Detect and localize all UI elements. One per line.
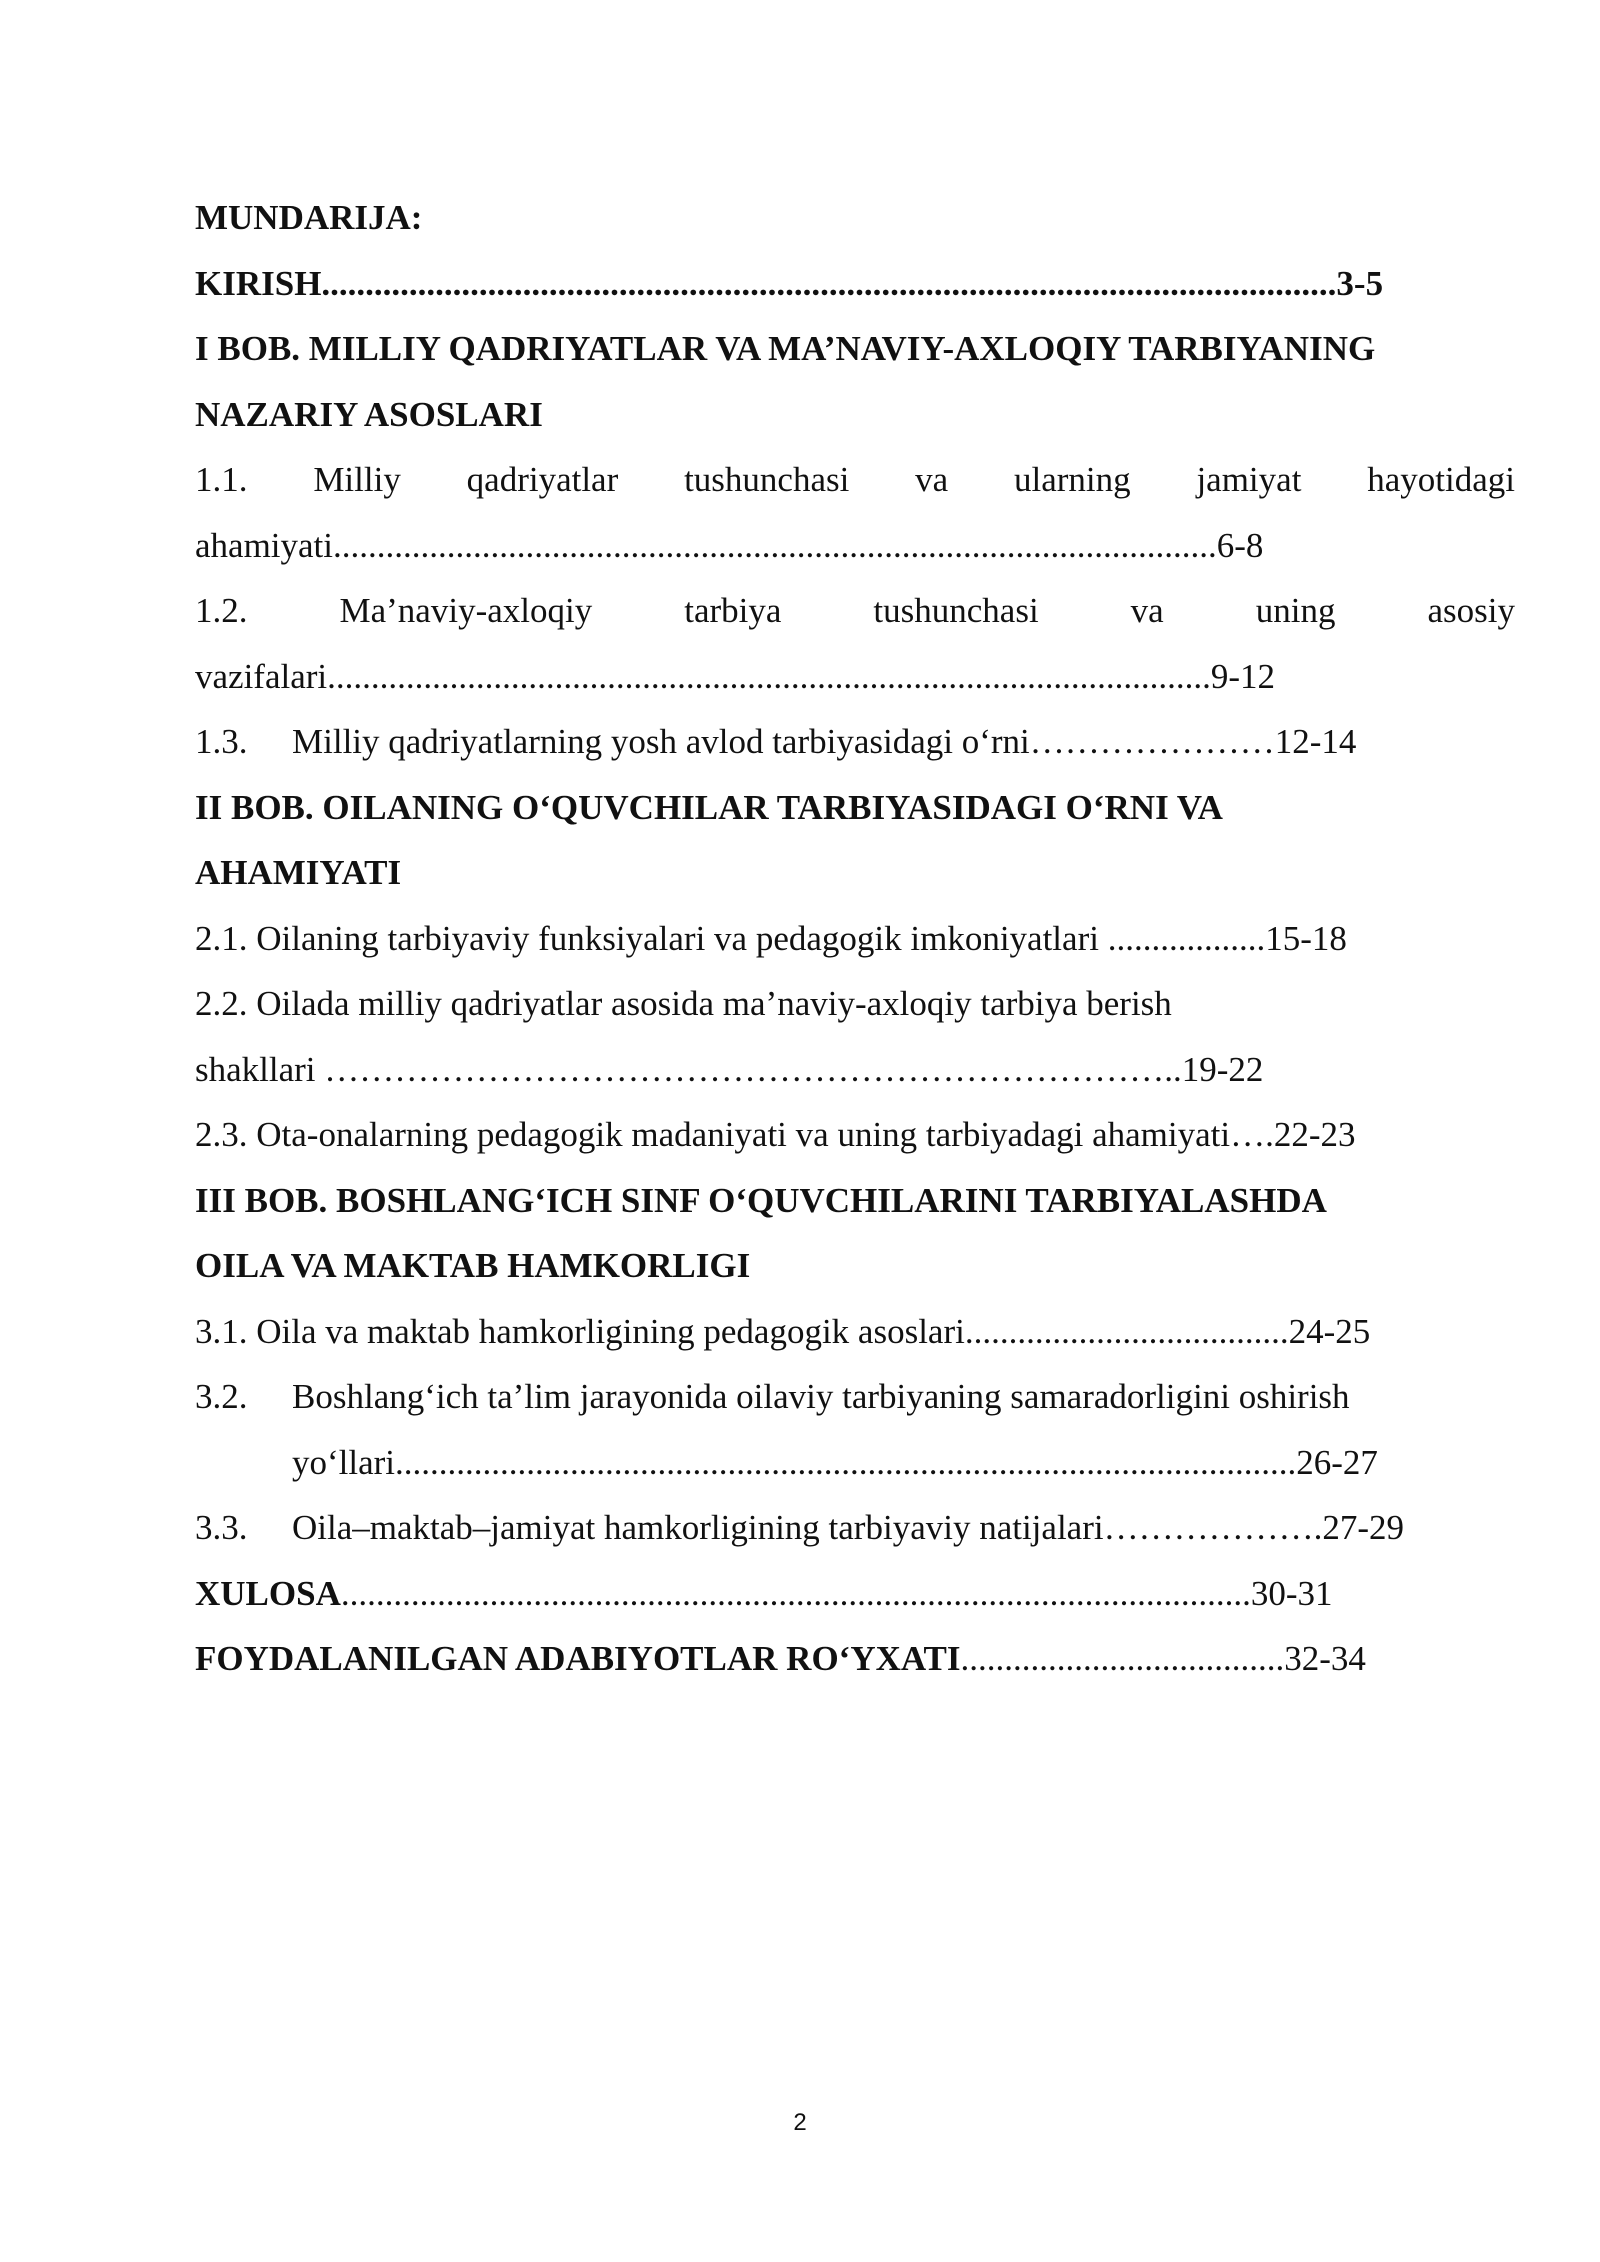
toc-entry-number: 3.2. xyxy=(195,1377,248,1416)
table-of-contents xyxy=(195,193,1515,1700)
toc-word: asosiy xyxy=(1427,591,1515,630)
toc-entry-2-2: 2.2. Oilada milliy qadriyatlar asosida ma’naviy-axloqiy tarbiya berish xyxy=(195,984,1172,1023)
toc-word: ularning xyxy=(1014,460,1131,499)
toc-entry-1-3 xyxy=(195,717,1515,783)
toc-entry-3-2-cont: yo‘llari.......................................................................................................26-27 xyxy=(292,1442,1378,1482)
toc-entry-1-1 xyxy=(195,455,1515,521)
toc-word: 1.2. xyxy=(195,591,248,630)
toc-word: Ma’naviy-axloqiy xyxy=(339,591,593,630)
toc-word: uning xyxy=(1255,591,1336,630)
toc-entry-leader: ........................................................................................................30-31 xyxy=(340,1573,1333,1613)
toc-word: tarbiya xyxy=(684,591,782,630)
toc-entry-3-1: 3.1. Oila va maktab hamkorligining pedagogik asoslari.....................................24-25 xyxy=(195,1311,1371,1351)
toc-word: jamiyat xyxy=(1196,460,1302,499)
toc-word: hayotidagi xyxy=(1367,460,1515,499)
toc-entry-text: Milliy qadriyatlarning yosh avlod tarbiyasidagi o‘rni…………………12-14 xyxy=(292,722,1357,761)
toc-word: tushunchasi xyxy=(684,460,850,499)
toc-entry-1-2-cont: vazifalari.....................................................................................................9-12 xyxy=(195,656,1276,696)
toc-entry-kirish: KIRISH....................................................................................................................3-5 xyxy=(195,263,1384,303)
toc-word: va xyxy=(1130,591,1164,630)
toc-word: tushunchasi xyxy=(873,591,1039,630)
toc-chapter-3-title-cont: OILA VA MAKTAB HAMKORLIGI xyxy=(195,1246,751,1285)
toc-word: Milliy xyxy=(313,460,401,499)
toc-entry-label: FOYDALANILGAN ADABIYOTLAR RO‘YXATI xyxy=(195,1639,961,1678)
toc-entry-text: Boshlang‘ich ta’lim jarayonida oilaviy tarbiyaning samaradorligini oshirish xyxy=(292,1377,1350,1416)
toc-entry-xulosa xyxy=(195,1569,1515,1635)
toc-chapter-2-title-cont: AHAMIYATI xyxy=(195,853,402,892)
toc-chapter-1-title-cont: NAZARIY ASOSLARI xyxy=(195,394,543,434)
toc-entry-2-1: 2.1. Oilaning tarbiyaviy funksiyalari va pedagogik imkoniyatlari ..................15-18 xyxy=(195,918,1347,958)
toc-word: va xyxy=(915,460,949,499)
toc-word: qadriyatlar xyxy=(466,460,619,499)
toc-entry-label: XULOSA xyxy=(195,1573,341,1613)
toc-entry-1-1-cont: ahamiyati.....................................................................................................6-8 xyxy=(195,525,1264,565)
toc-chapter-1-title: I BOB. MILLIY QADRIYATLAR VA MA’NAVIY-AXLOQIY TARBIYANING xyxy=(195,329,1376,368)
toc-entry-references xyxy=(195,1634,1515,1700)
toc-entry-number: 1.3. xyxy=(195,722,248,761)
toc-chapter-3-title: III BOB. BOSHLANG‘ICH SINF O‘QUVCHILARINI TARBIYALASHDA xyxy=(195,1180,1327,1220)
toc-entry-3-3 xyxy=(195,1503,1515,1569)
toc-entry-1-2 xyxy=(195,586,1515,652)
toc-entry-text: Oila–maktab–jamiyat hamkorligining tarbiyaviy natijalari……………….27-29 xyxy=(292,1508,1404,1547)
toc-entry-number: 3.3. xyxy=(195,1508,248,1547)
toc-entry-2-2-cont: shakllari ………………………………………………………………..19-22 xyxy=(195,1049,1264,1089)
toc-heading: MUNDARIJA: xyxy=(195,198,423,237)
toc-entry-3-2 xyxy=(195,1372,1515,1438)
page-number: 2 xyxy=(793,2109,807,2136)
toc-entry-2-3: 2.3. Ota-onalarning pedagogik madaniyati va uning tarbiyadagi ahamiyati….22-23 xyxy=(195,1115,1356,1154)
toc-word: 1.1. xyxy=(195,460,248,499)
toc-entry-leader: .....................................32-34 xyxy=(960,1639,1366,1678)
toc-chapter-2-title: II BOB. OILANING O‘QUVCHILAR TARBIYASIDAGI O‘RNI VA xyxy=(195,787,1223,827)
